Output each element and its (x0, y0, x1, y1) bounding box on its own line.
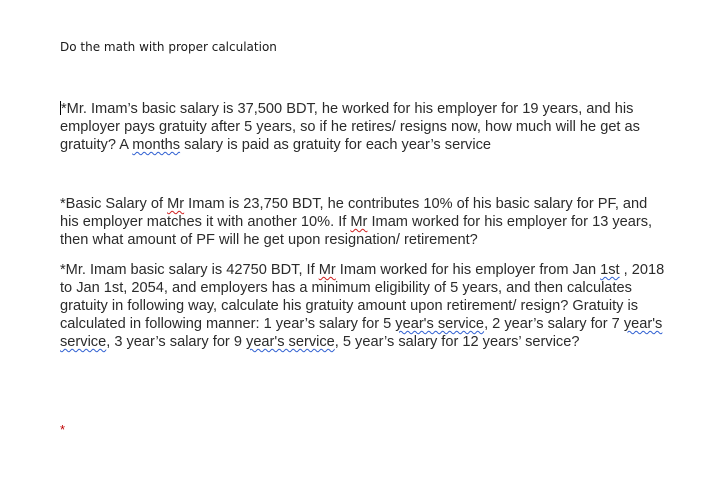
q3-line-5: service, 3 year’s salary for 9 year's service, 5 year’s salary for 12 years’ service? (60, 334, 580, 350)
q3-line-1: *Mr. Imam basic salary is 42750 BDT, If Mr Imam worked for his employer from Jan 1st , 2018 (60, 262, 665, 278)
q1-line-3: gratuity? A months salary is paid as gratuity for each year’s service (60, 137, 492, 153)
spellcheck-flag[interactable]: months (132, 137, 181, 153)
spellcheck-flag[interactable]: year's service (246, 334, 335, 350)
q3-line-3: gratuity in following way, calculate his gratuity amount upon retirement/ resign? Gratuity is (60, 298, 639, 314)
spellcheck-flag[interactable]: year's service (395, 316, 485, 332)
question-3 (60, 261, 700, 351)
q2-line-2: his employer matches it with another 10%. If Mr Imam worked for his employer for 13 years, (60, 214, 653, 230)
question-2 (60, 195, 700, 249)
spellcheck-flag[interactable]: Mr (167, 196, 185, 212)
q3-line-4: calculated in following manner: 1 year’s salary for 5 year's service, 2 year’s salary for 7 year's (60, 316, 663, 332)
spellcheck-flag[interactable]: service (60, 334, 107, 350)
document-heading: Do the math with proper calculation (60, 40, 277, 54)
q3-line-2: to Jan 1st, 2054, and employers has a minimum eligibility of 5 years, and then calculates (60, 280, 632, 296)
q2-line-1: *Basic Salary of Mr Imam is 23,750 BDT, he contributes 10% of his basic salary for PF, and (60, 196, 648, 212)
asterisk-marker: * (60, 422, 66, 437)
spellcheck-flag[interactable]: 1st (600, 262, 620, 278)
spellcheck-flag[interactable]: Mr (350, 214, 368, 230)
spellcheck-flag[interactable]: Mr (318, 262, 336, 278)
q1-line-1: *Mr. Imam’s basic salary is 37,500 BDT, he worked for his employer for 19 years, and his (61, 101, 634, 117)
question-1 (60, 100, 700, 154)
q1-line-2: employer pays gratuity after 5 years, so if he retires/ resigns now, how much will he get as (60, 119, 640, 135)
spellcheck-flag[interactable]: year's (623, 316, 663, 332)
q2-line-3: then what amount of PF will he get upon resignation/ retirement? (60, 232, 478, 248)
